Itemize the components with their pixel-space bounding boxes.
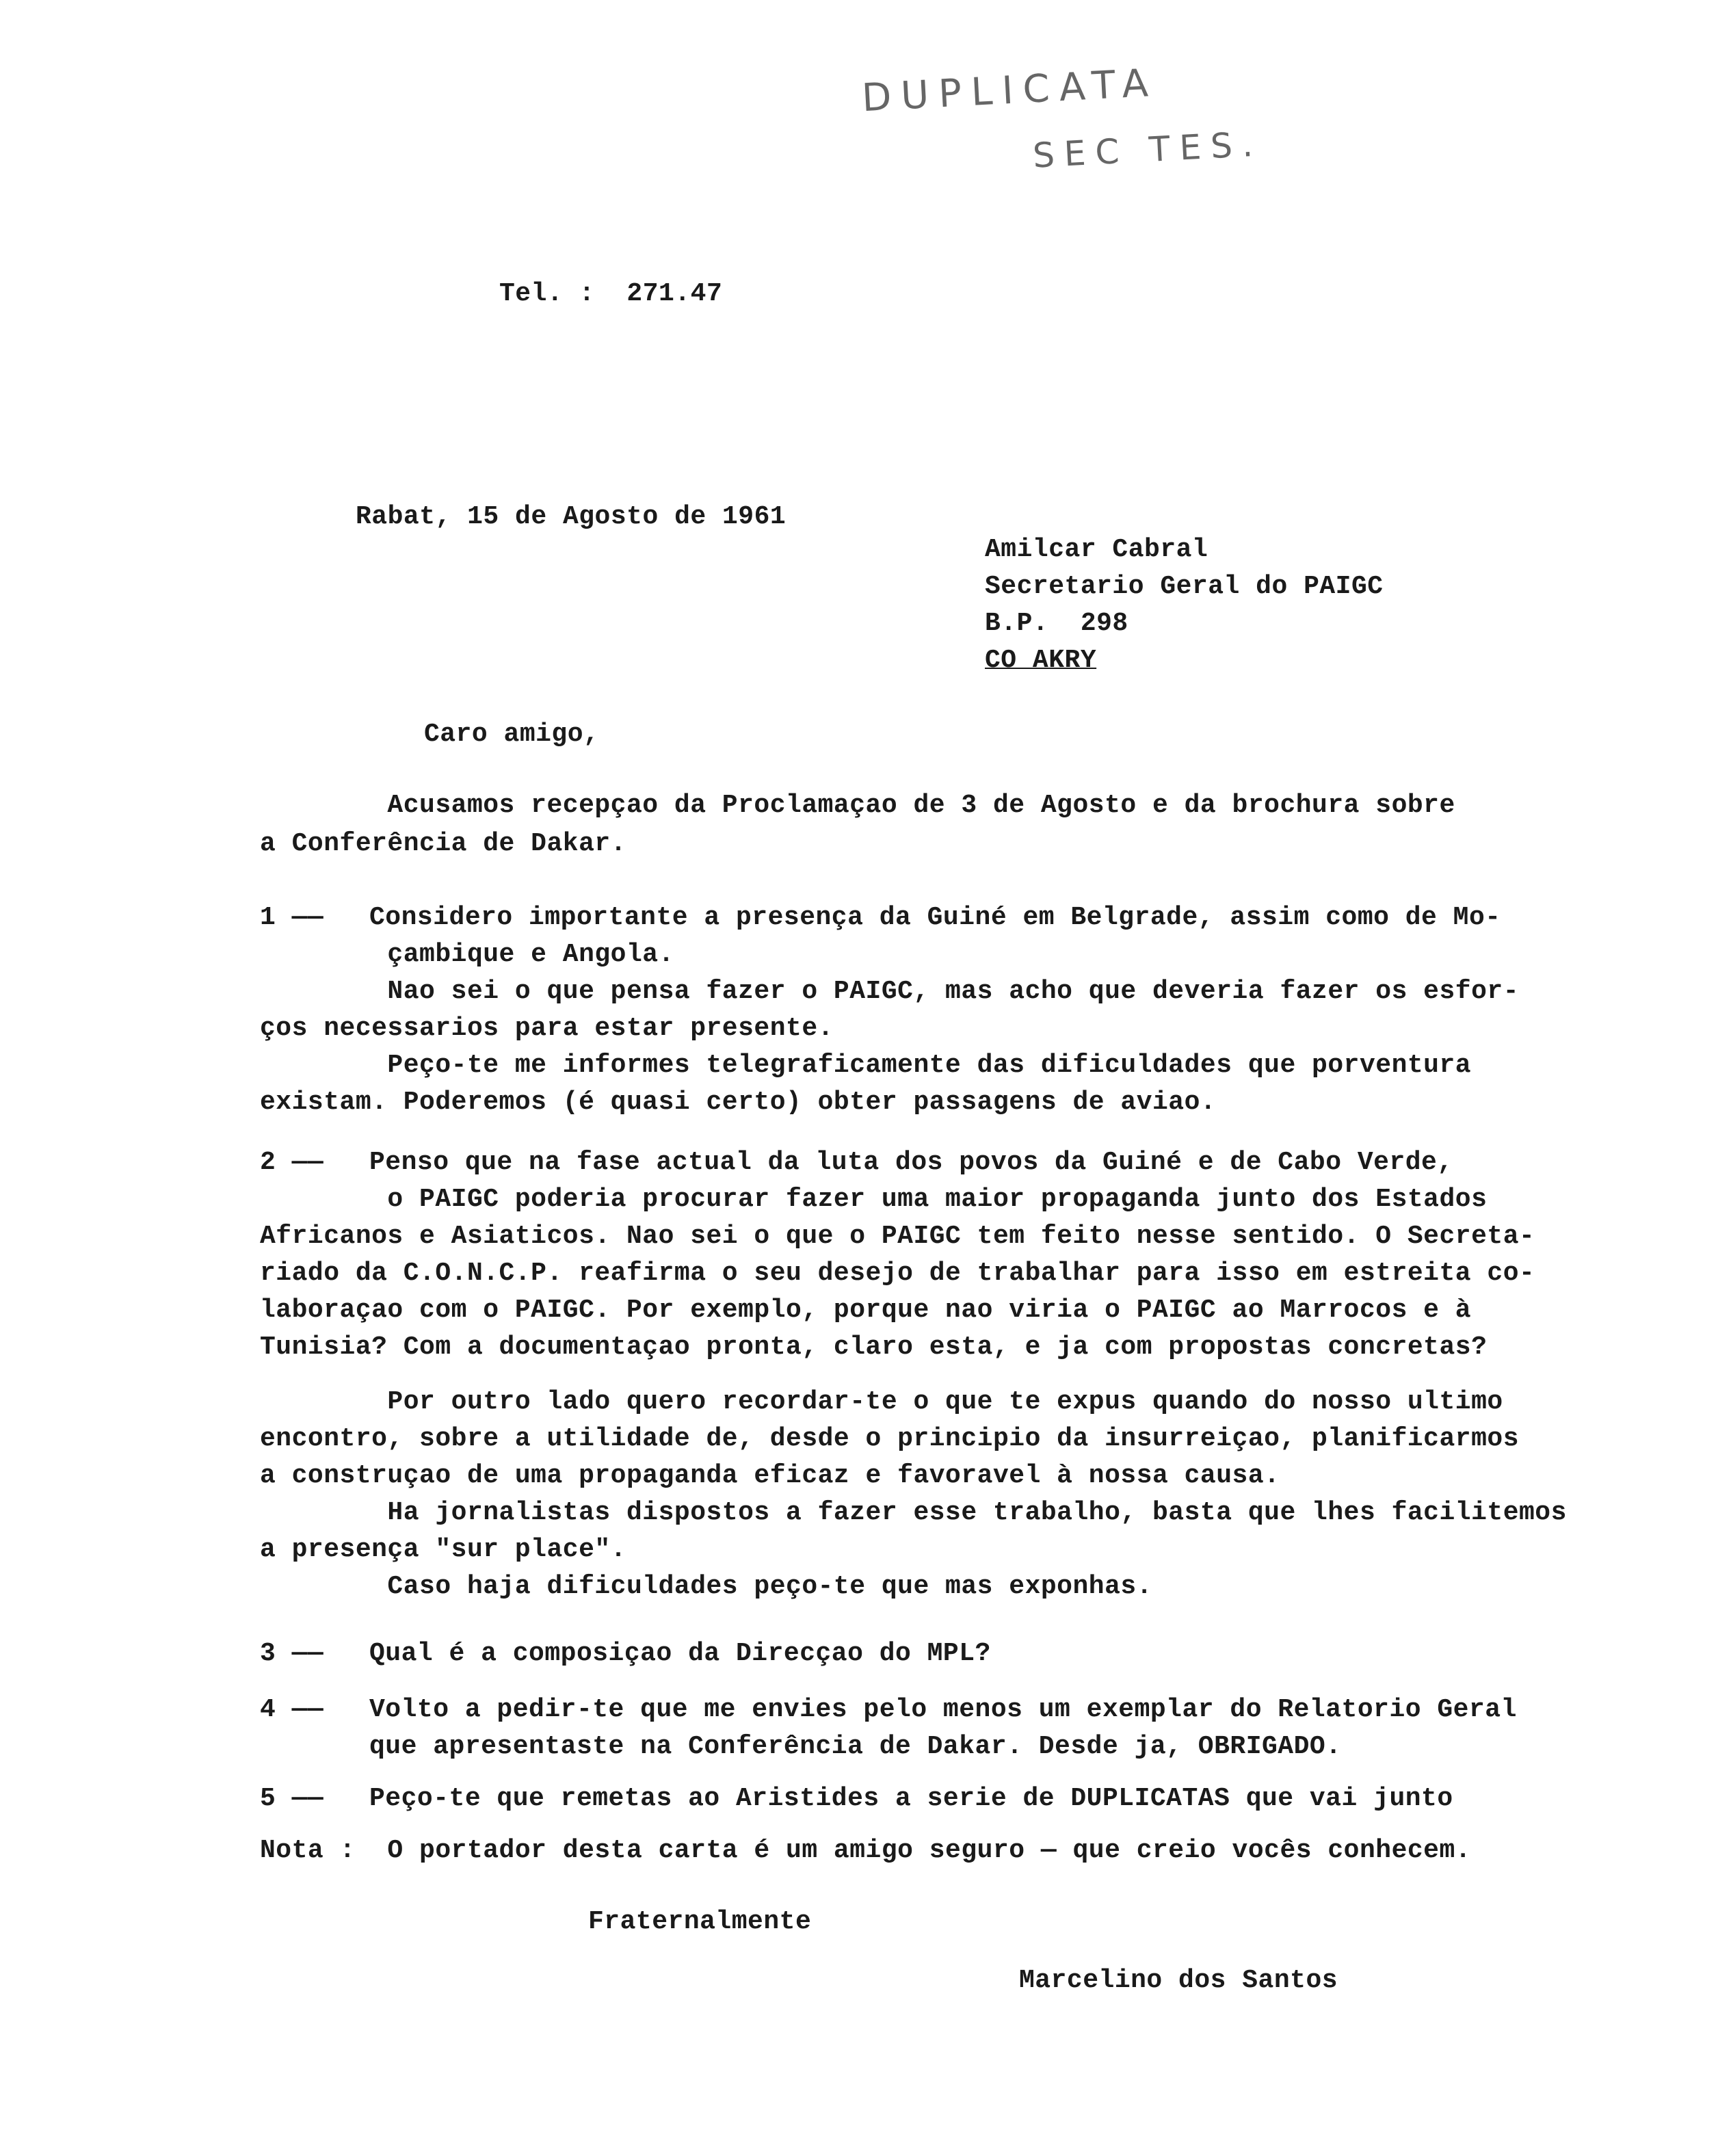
handwritten-note-line1: DUPLICATA (860, 60, 1159, 121)
item-number: 3 —— (260, 1639, 324, 1668)
addressee-box: B.P. 298 (985, 609, 1128, 638)
item-number: 5 —— (260, 1784, 324, 1813)
item-line: riado da C.O.N.C.P. reafirma o seu desejo de trabalhar para isso em estreita co- (260, 1259, 1535, 1288)
date-line: Rabat, 15 de Agosto de 1961 (356, 502, 787, 531)
handwritten-note-line2: SEC TES. (1031, 124, 1264, 176)
addressee-city: CO AKRY (985, 646, 1097, 675)
intro-line: Acusamos recepçao da Proclamaçao de 3 de Agosto e da brochura sobre (260, 791, 1455, 820)
item-line: Qual é a composiçao da Direcçao do MPL? (369, 1639, 991, 1668)
closing: Fraternalmente (588, 1907, 812, 1936)
item-line: Nao sei o que pensa fazer o PAIGC, mas acho que deveria fazer os esfor- (260, 977, 1519, 1006)
item-line: existam. Poderemos (é quasi certo) obter passagens de aviao. (260, 1088, 1217, 1117)
item-line: Peço-te que remetas ao Aristides a serie de DUPLICATAS que vai junto (369, 1784, 1453, 1813)
item-line: laboraçao com o PAIGC. Por exemplo, porque nao viria o PAIGC ao Marrocos e à (260, 1296, 1472, 1325)
paragraph-line: Ha jornalistas dispostos a fazer esse trabalho, basta que lhes facilitemos (260, 1498, 1567, 1527)
salutation: Caro amigo, (424, 720, 600, 749)
item-line: o PAIGC poderia procurar fazer uma maior propaganda junto dos Estados (260, 1185, 1488, 1214)
item-line: çambique e Angola. (260, 940, 674, 969)
addressee-name: Amilcar Cabral (985, 535, 1208, 564)
paragraph-line: a construçao de uma propaganda eficaz e favoravel à nossa causa. (260, 1461, 1280, 1490)
item-line: Peço-te me informes telegraficamente das dificuldades que porventura (260, 1051, 1472, 1080)
paragraph-line: Caso haja dificuldades peço-te que mas exponhas. (260, 1572, 1153, 1601)
signature: Marcelino dos Santos (1019, 1966, 1338, 1995)
item-number: 4 —— (260, 1695, 324, 1724)
item-line: Tunisia? Com a documentaçao pronta, claro esta, e ja com propostas concretas? (260, 1332, 1488, 1362)
telephone-line: Tel. : 271.47 (499, 279, 723, 308)
item-line: que apresentaste na Conferência de Dakar. Desde ja, OBRIGADO. (369, 1732, 1342, 1761)
nota-line: Nota : O portador desta carta é um amigo seguro — que creio vocês conhecem. (260, 1836, 1472, 1865)
item-line: Considero importante a presença da Guiné em Belgrade, assim como de Mo- (369, 903, 1501, 932)
addressee-title: Secretario Geral do PAIGC (985, 572, 1384, 601)
paragraph-line: encontro, sobre a utilidade de, desde o principio da insurreiçao, planificarmos (260, 1424, 1519, 1454)
item-number: 2 —— (260, 1148, 324, 1177)
paragraph-line: Por outro lado quero recordar-te o que te expus quando do nosso ultimo (260, 1387, 1503, 1417)
item-line: Africanos e Asiaticos. Nao sei o que o PAIGC tem feito nesse sentido. O Secreta- (260, 1222, 1535, 1251)
item-line: ços necessarios para estar presente. (260, 1014, 834, 1043)
paragraph-line: a presença "sur place". (260, 1535, 626, 1564)
item-line: Volto a pedir-te que me envies pelo menos um exemplar do Relatorio Geral (369, 1695, 1517, 1724)
intro-line: a Conferência de Dakar. (260, 829, 626, 858)
item-number: 1 —— (260, 903, 324, 932)
item-line: Penso que na fase actual da luta dos povos da Guiné e de Cabo Verde, (369, 1148, 1453, 1177)
